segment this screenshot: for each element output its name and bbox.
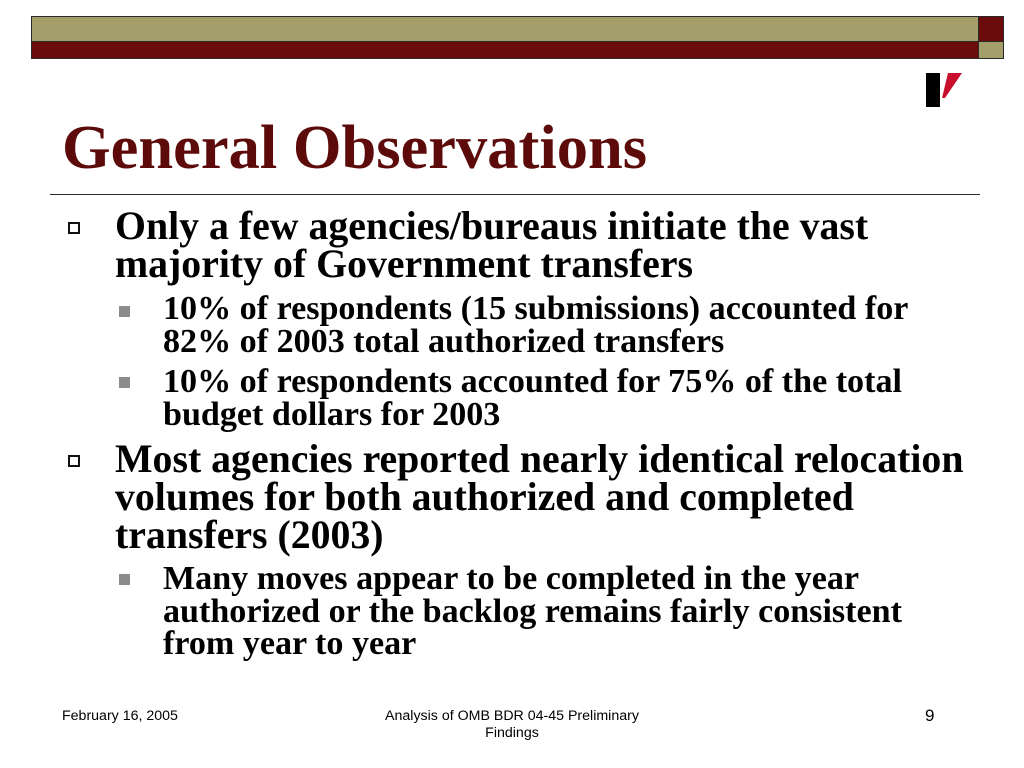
logo-mark-icon	[922, 70, 966, 110]
logo-red-stroke	[942, 73, 962, 98]
bullet-text: Only a few agencies/bureaus initiate the vast majority of Government transfers	[115, 204, 869, 286]
header-band-maroon	[31, 41, 979, 59]
sub-bullet-text: 10% of respondents accounted for 75% of the total budget dollars for 2003	[163, 363, 902, 433]
bullet-text: Most agencies reported nearly identical relocation volumes for both authorized and completed transfers (2003)	[115, 437, 964, 557]
hollow-square-bullet-icon	[68, 455, 80, 467]
header-band-olive	[31, 16, 979, 42]
slide-number: 9	[925, 706, 935, 725]
sub-bullet-text: Many moves appear to be completed in the year authorized or the backlog remains fairly consistent from year to year	[163, 560, 902, 662]
header-corner-square-maroon	[978, 16, 1004, 42]
footer-date: February 16, 2005	[62, 708, 178, 724]
header-corner-square-olive	[978, 41, 1004, 59]
filled-square-bullet-icon	[119, 377, 130, 388]
title-divider	[50, 194, 980, 195]
sub-bullet-text: 10% of respondents (15 submissions) accounted for 82% of 2003 total authorized transfers	[163, 290, 909, 360]
footer-title: Analysis of OMB BDR 04-45 Preliminary Findings	[385, 708, 639, 741]
slide-title: General Observations	[62, 112, 648, 182]
filled-square-bullet-icon	[119, 306, 130, 317]
logo-black-block	[926, 73, 940, 107]
filled-square-bullet-icon	[119, 574, 130, 585]
hollow-square-bullet-icon	[68, 222, 80, 234]
